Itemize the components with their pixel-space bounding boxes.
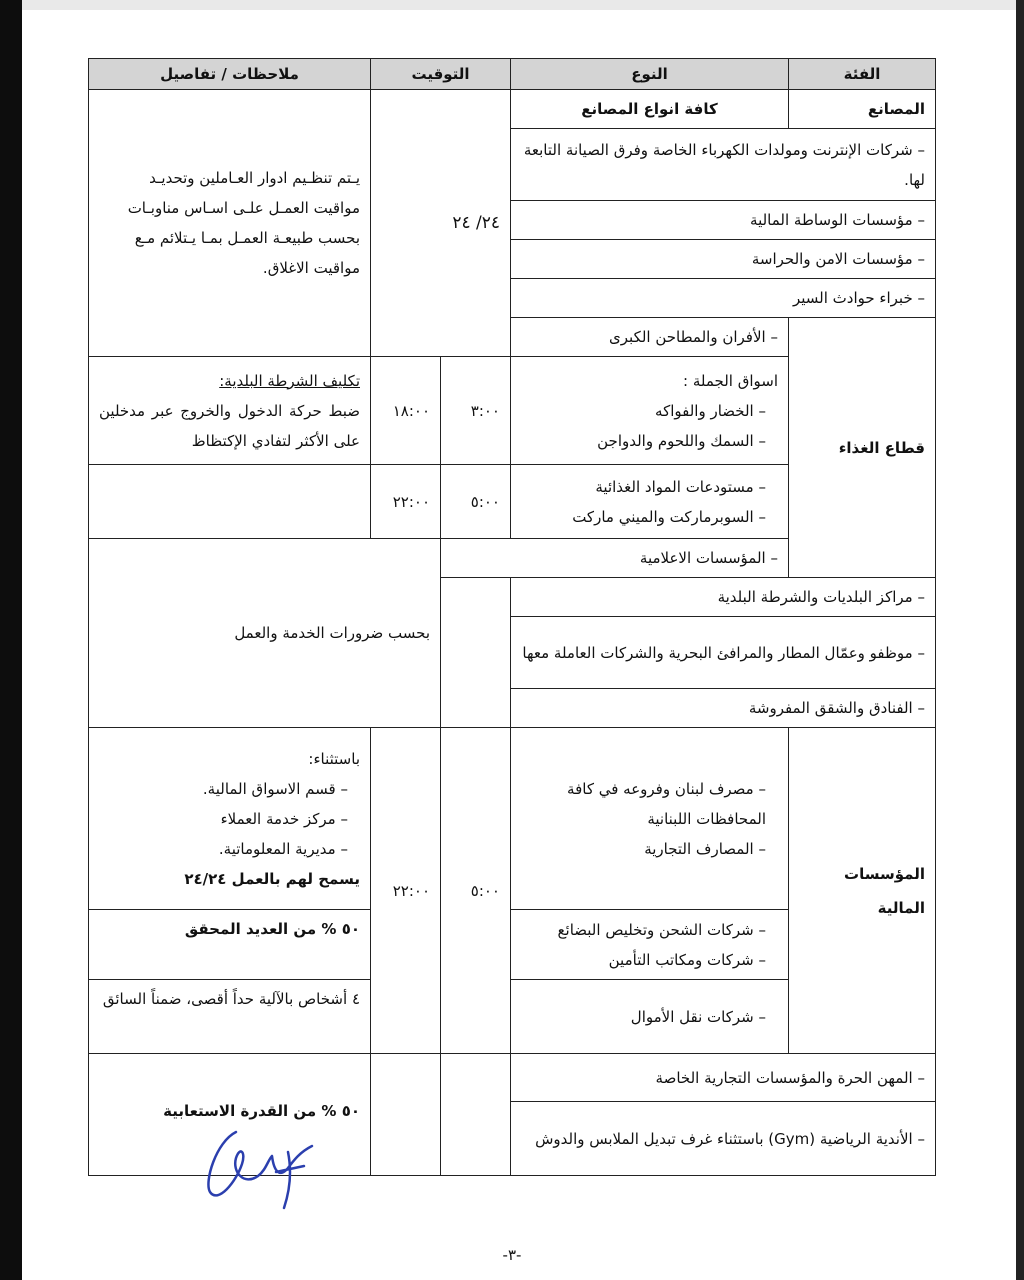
scan-top-edge [0, 0, 1024, 10]
header-type: النوع [511, 59, 789, 90]
category-food: قطاع الغذاء [789, 318, 936, 578]
table-row [89, 728, 936, 910]
item-food-warehouses: – مستودعات المواد الغذائية [521, 472, 778, 502]
except-customer-service: – مركز خدمة العملاء [99, 804, 360, 834]
item-municipalities: – مراكز البلديات والشرطة البلدية [521, 582, 925, 612]
except-it-directorate: – مديرية المعلوماتية. [99, 834, 360, 864]
scan-right-edge [1016, 0, 1024, 1280]
type-all-factories: كافة انواع المصانع [511, 90, 789, 129]
banks-cell [511, 728, 789, 910]
time-financial-from: ٥:٠٠ [441, 728, 511, 1054]
header-row [89, 59, 936, 90]
list-item [511, 1054, 936, 1102]
table-row [89, 1054, 936, 1102]
except-allowed: يسمح لهم بالعمل ٢٤/٢٤ [184, 869, 360, 888]
list-item [511, 617, 936, 689]
page-number: -٣- [502, 1246, 522, 1264]
header-notes: ملاحظات / تفاصيل [89, 59, 371, 90]
retail-cell [511, 465, 789, 539]
note-capacity: ٥٠ % من القدرة الاستعابية [89, 1054, 371, 1176]
item-bakeries: – الأفران والمطاحن الكبرى [521, 322, 778, 352]
note-municipal-title: تكليف الشرطة البلدية: [219, 371, 360, 390]
list-item [441, 539, 789, 578]
note-municipal-text: ضبط حركة الدخول والخروج عبر مدخلين على الأكثر لتفادي الإكتظاظ [99, 401, 360, 450]
note-municipal-police [89, 357, 371, 465]
note-shifts: يـتم تنظـيم ادوار العـاملين وتحديـد مواقيت العمـل علـى اسـاس مناوبـات بحسب طبيعـة العمـل بمـا يـتلائم مـع مواقيت الاغلاق. [89, 90, 371, 357]
note-empty [89, 465, 371, 539]
list-item [511, 318, 789, 357]
item-media: – المؤسسات الاعلامية [451, 543, 778, 573]
note-transport: ٤ أشخاص بالآلية حداً أقصى، ضمناً السائق [89, 980, 371, 1054]
list-item [511, 240, 936, 279]
item-commercial-banks: – المصارف التجارية [521, 834, 778, 864]
note-exceptions [89, 728, 371, 910]
item-airport: – موظفو وعمّال المطار والمرافئ البحرية والشركات العاملة معها [521, 638, 925, 668]
item-security: – مؤسسات الامن والحراسة [521, 244, 925, 274]
item-shipping: – شركات الشحن وتخليص البضائع [521, 915, 778, 945]
time-wholesale-to: ١٨:٠٠ [371, 357, 441, 465]
shipping-cell [511, 910, 789, 980]
item-cash-transport: – شركات نقل الأموال [521, 1002, 778, 1032]
note-shipping: ٥٠ % من العديد المحقق [89, 910, 371, 980]
except-financial-markets: – قسم الاسواق المالية. [99, 774, 360, 804]
regulations-table [88, 58, 936, 1176]
time-wholesale-from: ٣:٠٠ [441, 357, 511, 465]
list-item [511, 578, 936, 617]
time-financial-to: ٢٢:٠٠ [371, 728, 441, 1054]
item-hotels: – الفنادق والشقق المفروشة [521, 693, 925, 723]
list-item [511, 980, 789, 1054]
item-meat: – السمك واللحوم والدواجن [521, 426, 778, 456]
item-internet: – شركات الإنترنت ومولدات الكهرباء الخاصة وفرق الصيانة التابعة لها. [521, 135, 925, 195]
item-financial-brokerage: – مؤسسات الوساطة المالية [521, 205, 925, 235]
item-supermarket: – السوبرماركت والميني ماركت [521, 502, 778, 532]
signature [196, 1112, 326, 1212]
list-item [511, 689, 936, 728]
item-traffic-experts: – خبراء حوادث السير [521, 283, 925, 313]
time-retail-to: ٢٢:٠٠ [371, 465, 441, 539]
item-central-bank: – مصرف لبنان وفروعه في كافة المحافظات اللبنانية [521, 774, 778, 834]
item-insurance: – شركات ومكاتب التأمين [521, 945, 778, 975]
list-item [511, 279, 936, 318]
others-time-from [441, 1054, 511, 1176]
header-category: الفئة [789, 59, 936, 90]
scan-left-edge [0, 0, 22, 1280]
except-title: باستثناء: [308, 749, 360, 768]
others-time-to [371, 1054, 441, 1176]
item-private-business: – المهن الحرة والمؤسسات التجارية الخاصة [521, 1063, 925, 1093]
header-timing: التوقيت [371, 59, 511, 90]
table-row [89, 90, 936, 129]
wholesale-title: اسواق الجملة : [683, 371, 778, 390]
category-financial: المؤسسات المالية [789, 728, 936, 1054]
time-service-needs: بحسب ضرورات الخدمة والعمل [89, 539, 441, 728]
time-retail-from: ٥:٠٠ [441, 465, 511, 539]
item-gyms: – الأندية الرياضية (Gym) باستثناء غرف تبديل الملابس والدوش [521, 1124, 925, 1154]
list-item [511, 201, 936, 240]
list-item [511, 1102, 936, 1176]
time-24-24: ٢٤/ ٢٤ [371, 90, 511, 357]
category-factories: المصانع [789, 90, 936, 129]
item-vegetables: – الخضار والفواكه [521, 396, 778, 426]
wholesale-cell [511, 357, 789, 465]
list-item [511, 129, 936, 201]
